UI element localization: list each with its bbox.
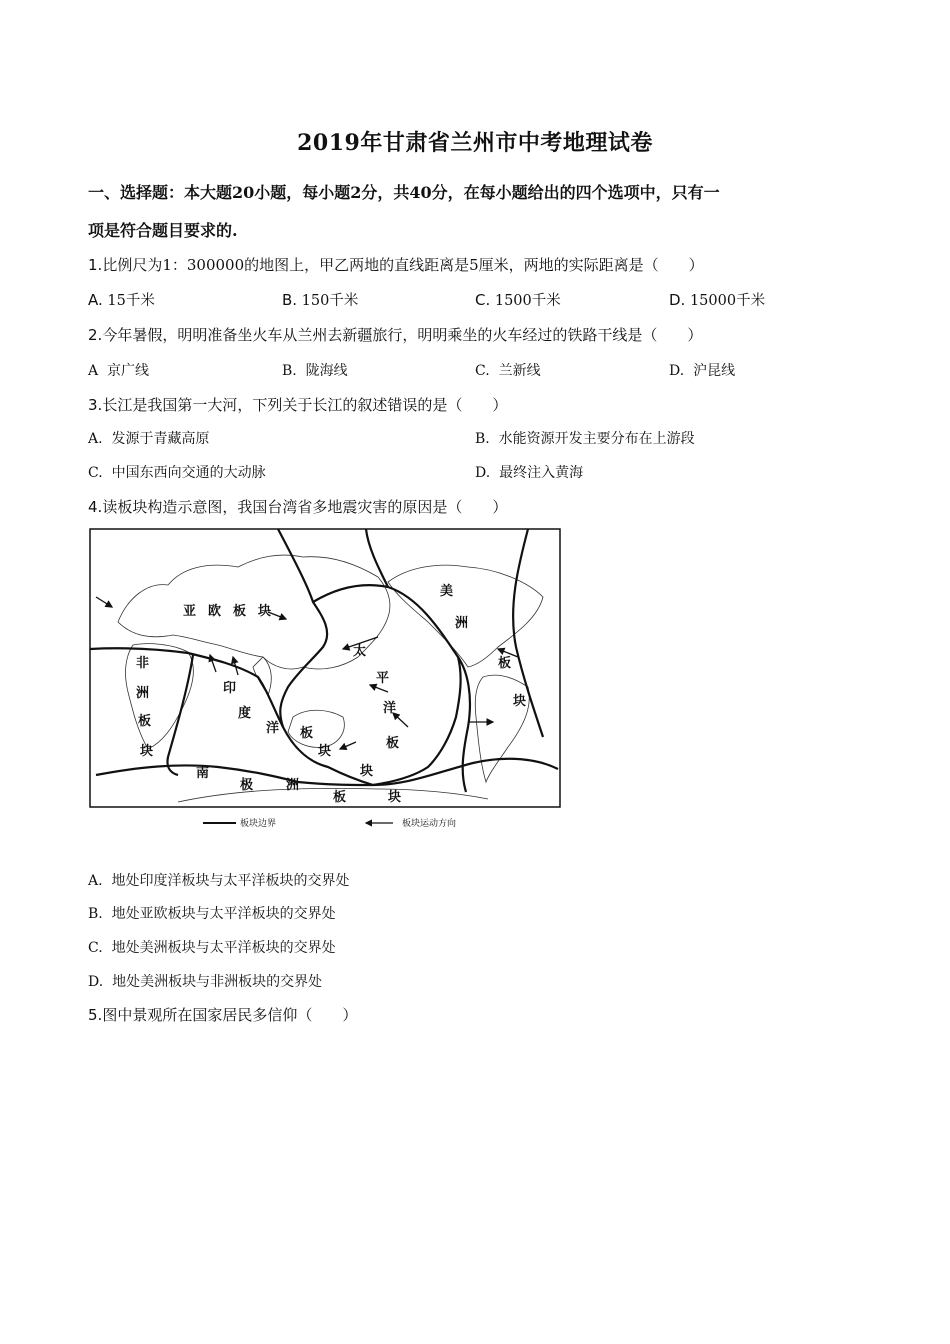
america-label-4: 块 [513,694,527,709]
question-2 [88,324,702,345]
section-heading-line1: 一、选择题：本大题20小题，每小题2分，共40分，在每小题给出的四个选项中，只有一 [88,183,720,202]
q3-option-b[interactable] [475,428,695,448]
india-label-3: 洋 [266,721,280,736]
question-number: 1. [88,256,103,274]
antarctic-label-1: 南 [196,766,210,781]
africa-label-3: 板 [138,714,152,729]
option-label: B. [475,431,490,447]
option-label: C. [475,363,490,379]
option-label: A. [88,431,103,447]
q1-option-a[interactable] [88,289,155,310]
question-text: 图中景观所在国家居民多信仰（ ） [102,1006,358,1024]
map-legend [203,817,456,829]
q2-option-b[interactable] [282,360,348,380]
antarctic-label-4: 板 [333,790,347,805]
india-label-5: 块 [318,744,332,759]
option-label: C. [475,291,491,309]
option-label: A. [88,291,103,309]
question-number: 4. [88,498,103,516]
africa-label-2: 洲 [136,686,150,701]
option-label: D. [88,974,104,990]
option-text: 15000千米 [689,293,766,309]
legend-boundary-text: 板块边界 [240,819,277,829]
question-5 [88,1004,357,1025]
option-text: 兰新线 [498,363,541,379]
q4-option-a[interactable] [88,870,349,890]
option-label: B. [282,363,297,379]
india-label-4: 板 [300,726,314,741]
legend-motion-text: 板块运动方向 [402,819,457,829]
q2-option-c[interactable] [475,360,541,380]
question-3 [88,394,507,415]
option-label: D. [669,291,686,309]
pacific-label-4: 板 [386,736,400,751]
question-number: 2. [88,326,103,344]
antarctic-label-3: 洲 [286,778,300,793]
eurasia-label-4: 块 [258,604,272,619]
q2-option-d[interactable] [669,360,735,380]
america-label-2: 洲 [455,616,469,631]
q1-option-c[interactable] [475,289,561,310]
eurasia-label-2: 欧 [208,604,222,619]
option-text: 陇海线 [305,363,348,379]
africa-label-1: 非 [136,656,150,671]
pacific-label-5: 块 [360,764,374,779]
option-label: B. [282,291,298,309]
question-text: 长江是我国第一大河，下列关于长江的叙述错误的是（ ） [102,396,508,414]
plate-tectonics-map [88,527,563,832]
option-text: 最终注入黄海 [499,465,584,481]
pacific-label-2: 平 [376,671,390,686]
q1-option-b[interactable] [282,289,358,310]
q2-option-a[interactable] [88,360,149,380]
option-text: 1500千米 [494,293,561,309]
option-text: 15千米 [107,293,155,309]
africa-label-4: 块 [140,744,154,759]
q1-option-d[interactable] [669,289,765,310]
america-label-3: 板 [498,656,512,671]
option-label: C. [88,940,103,956]
option-label: B. [88,906,103,922]
eurasia-label-1: 亚 [183,604,197,619]
question-text: 今年暑假，明明准备坐火车从兰州去新疆旅行，明明乘坐的火车经过的铁路干线是（ ） [102,326,703,344]
option-text: 地处印度洋板块与太平洋板块的交界处 [111,873,350,889]
question-number: 3. [88,396,103,414]
question-text: 比例尺为1：300000的地图上，甲乙两地的直线距离是5厘米，两地的实际距离是（ ） [102,256,704,274]
pacific-label-3: 洋 [383,701,397,716]
option-text: 发源于青藏高原 [111,431,210,447]
question-4 [88,496,507,517]
antarctic-label-2: 极 [240,778,254,793]
option-text: 150千米 [301,293,359,309]
option-text: 沪昆线 [693,363,736,379]
option-text: 京广线 [107,363,150,379]
pacific-label-1: 太 [353,644,367,659]
option-label: C. [88,465,103,481]
option-text: 中国东西向交通的大动脉 [111,465,266,481]
q4-option-c[interactable] [88,937,336,957]
page-title: 2019年甘肃省兰州市中考地理试卷 [297,130,653,156]
q3-option-c[interactable] [88,462,266,482]
option-label: A [88,363,99,379]
option-text: 水能资源开发主要分布在上游段 [498,431,695,447]
question-1 [88,254,704,275]
eurasia-label-3: 板 [233,604,247,619]
q4-option-d[interactable] [88,971,322,991]
option-text: 地处美洲板块与太平洋板块的交界处 [111,940,336,956]
antarctic-label-5: 块 [388,790,402,805]
india-label-2: 度 [238,706,252,721]
option-label: A. [88,873,103,889]
question-number: 5. [88,1006,103,1024]
option-text: 地处亚欧板块与太平洋板块的交界处 [111,906,336,922]
option-label: D. [669,363,685,379]
q3-option-d[interactable] [475,462,583,482]
india-label-1: 印 [223,681,237,696]
option-label: D. [475,465,491,481]
option-text: 地处美洲板块与非洲板块的交界处 [112,974,323,990]
question-text: 读板块构造示意图，我国台湾省多地震灾害的原因是（ ） [102,498,508,516]
america-label-1: 美 [440,584,454,599]
q4-option-b[interactable] [88,903,336,923]
section-heading-line2: 项是符合题目要求的. [88,221,238,240]
q3-option-a[interactable] [88,428,209,448]
